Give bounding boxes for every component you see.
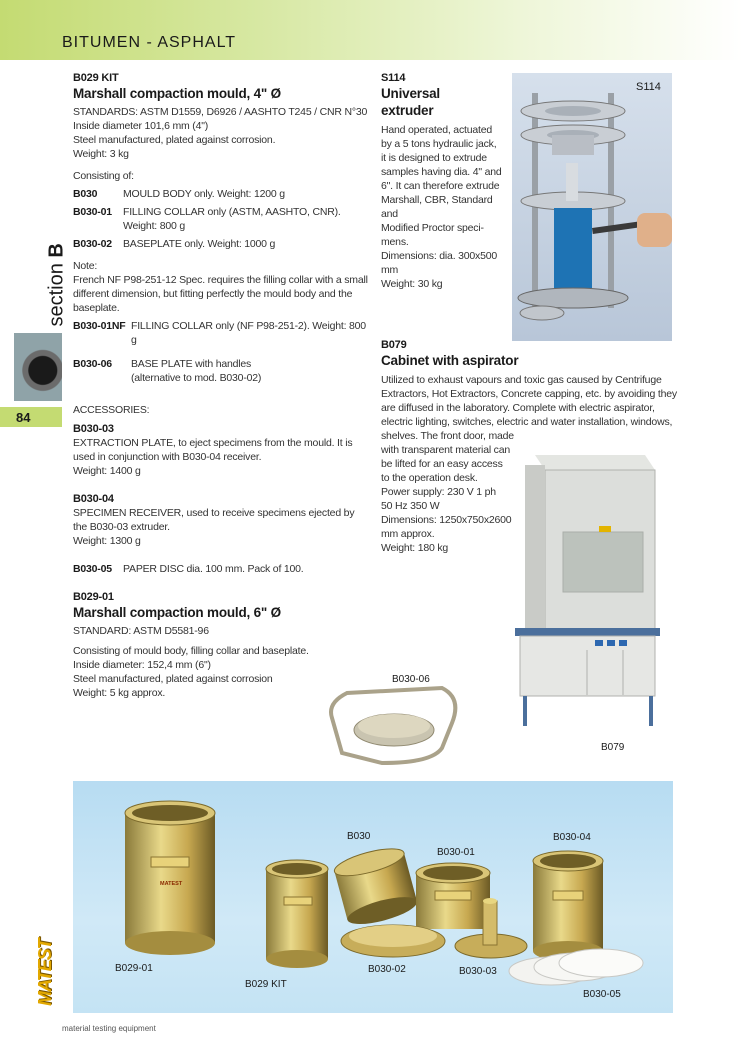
component-row: B030-02 BASEPLATE only. Weight: 1000 g	[73, 238, 276, 250]
s114-code: S114	[381, 72, 406, 84]
footer-text: material testing equipment	[62, 1024, 156, 1033]
b079-intro: electric lighting, switches, electric and water installation, windows,	[381, 416, 673, 428]
section-marker	[32, 215, 72, 335]
s114-line: Hand operated, actuated	[381, 124, 492, 136]
b03002-photo-label: B030-02	[368, 964, 406, 975]
b03006-photo	[322, 668, 467, 773]
b079-line: Weight: 180 kg	[381, 542, 449, 554]
mould-stamp: MATEST	[160, 881, 183, 887]
b02901-standard: STANDARD: ASTM D5581-96	[73, 625, 209, 637]
b079-line: Power supply: 230 V 1 ph	[381, 486, 496, 498]
b029kit-line: Weight: 3 kg	[73, 148, 129, 160]
s114-line: it is designed to extrude	[381, 152, 487, 164]
section-thumbnail	[14, 333, 62, 401]
component-row: B030-01NF FILLING COLLAR only (NF P98-251-2). Weight: 800 g	[73, 320, 366, 346]
page-number: 84	[16, 410, 31, 425]
s114-title: Universal	[381, 86, 440, 101]
b079-photo	[515, 450, 660, 753]
component-row: B030-01 FILLING COLLAR only (ASTM, AASHTO, CNR).	[73, 206, 341, 218]
section-letter: B	[45, 243, 68, 258]
b029kit-line: STANDARDS: ASTM D1559, D6926 / AASHTO T245 / CNR N°30	[73, 106, 368, 118]
component-row: B030 MOULD BODY only. Weight: 1200 g	[73, 188, 285, 200]
s114-line: mens.	[381, 236, 409, 248]
s114-photo	[512, 73, 672, 341]
s114-line: Dimensions: dia. 300x500 mm	[381, 250, 498, 276]
b03003-text: EXTRACTION PLATE, to eject specimens from the mould. It is used in conjunction with B030-04 receiver.	[73, 437, 353, 463]
b03001-photo-label: B030-01	[437, 847, 475, 858]
b029kit-line: Steel manufactured, plated against corrosion.	[73, 134, 276, 146]
left-column: B029 KIT Marshall compaction mould, 4" Ø STANDARDS: ASTM D1559, D6926 / AASHTO T245 / CNR N°30 Inside diameter 101,6 mm (4") Steel manufactured, plated against corrosion. Weight: 3 kg Consisting of: B030 MOULD BODY only. Weight: 1200 g B030-01 FILLING COLLAR only (ASTM, AASHTO, CNR). Weight: 800 g B030-02 BASEPLATE only. Weight: 1000 g Note: French NF P98-251-12 Spec. requires the filling collar with a small different dimension, but fitting perfectly the mould body and the baseplate. B030-01NF FILLING COLLAR only (NF P98-251-2). Weight: 800 g B030-06 BASE PLATE with handles (alternative to mod. B030-02) ACCESSORIES: B030-03 EXTRACTION PLATE, to eject specimens from the mould. It is used in conjunction with B030-04 receiver. Weight: 1400 g B030-04 SPECIMEN RECEIVER, used to receive specimens ejected by the B030-03 extruder. Weight: 1300 g B030-05 PAPER DISC dia. 100 mm. Pack of 100. B029-01 Marshall compaction mould, 6" Ø STANDARD: ASTM D5581-96 Consisting of mould body, filling collar and baseplate. Inside diameter: 152,4 mm (6") Steel manufactured, plated against corrosion Weight: 5 kg approx.	[73, 72, 368, 699]
moulds-photo	[73, 781, 673, 1013]
b02901-line: Inside diameter: 152,4 mm (6")	[73, 659, 211, 671]
b03003-photo-label: B030-03	[459, 966, 497, 977]
s114-line: Weight: 30 kg	[381, 278, 443, 290]
b030-photo-label: B030	[347, 831, 371, 842]
s114-photo-label: S114	[636, 81, 661, 93]
b03004-code: B030-04	[73, 493, 114, 505]
b029kit-line: Inside diameter 101,6 mm (4")	[73, 120, 209, 132]
b03006-photo-label: B030-06	[392, 674, 430, 685]
moulds-illustration	[73, 781, 673, 1013]
b079-line: shelves. The front door, made	[381, 430, 514, 442]
b03003-code: B030-03	[73, 423, 114, 435]
b02901-photo-label: B029-01	[115, 963, 153, 974]
b02901-code: B029-01	[73, 591, 114, 603]
b03004-weight: Weight: 1300 g	[73, 535, 141, 547]
b079-line: Dimensions: 1250x750x2600	[381, 514, 512, 526]
b079-title: Cabinet with aspirator	[381, 353, 519, 368]
b079-line: 50 Hz 350 W	[381, 500, 440, 512]
b079-line: mm approx.	[381, 528, 435, 540]
b03005-photo-label: B030-05	[583, 989, 621, 1000]
header-band	[0, 0, 743, 60]
b029kit-title: Marshall compaction mould, 4" Ø	[73, 86, 281, 101]
component-row: B030-05 PAPER DISC dia. 100 mm. Pack of 100.	[73, 563, 304, 575]
note-label: Note:	[73, 260, 98, 272]
b079-intro: are diffused in the laboratory. Complete with electric aspirator,	[381, 402, 655, 414]
b03004-text: SPECIMEN RECEIVER, used to receive specimens ejected by the B030-03 extruder.	[73, 507, 355, 533]
s114-line: 6". It can therefore extrude	[381, 180, 500, 192]
b03004-photo-label: B030-04	[553, 832, 591, 843]
s114-column	[381, 71, 511, 291]
cabinet-illustration	[515, 450, 660, 740]
note-text: French NF P98-251-12 Spec. requires the filling collar with a small different dimension, but fitting perfectly the mould body and the baseplate.	[73, 274, 368, 314]
b02901-title: Marshall compaction mould, 6" Ø	[73, 605, 281, 620]
accessories-label: ACCESSORIES:	[73, 404, 150, 416]
b03003-weight: Weight: 1400 g	[73, 465, 141, 477]
s114-title-2: extruder	[381, 103, 434, 118]
s114-line: samples having dia. 4" and	[381, 166, 502, 178]
b079-line: to the operation desk.	[381, 472, 478, 484]
b02901-line: Weight: 5 kg approx.	[73, 687, 166, 699]
extruder-illustration	[512, 73, 672, 341]
page-title: BITUMEN - ASPHALT	[62, 34, 237, 51]
b079-intro: Utilized to exhaust vapours and toxic gas caused by Centrifuge	[381, 374, 662, 386]
b079-photo-label: B079	[601, 742, 625, 753]
b079-line: be lifted for an easy access	[381, 458, 503, 470]
s114-line: by a 5 tons hydraulic jack,	[381, 138, 497, 150]
b02901-line: Consisting of mould body, filling collar and baseplate.	[73, 645, 309, 657]
b079-code: B079	[381, 339, 407, 351]
section-word: section	[45, 263, 68, 327]
b02901-line: Steel manufactured, plated against corrosion	[73, 673, 273, 685]
b029kit-photo-label: B029 KIT	[245, 979, 287, 990]
b029kit-code: B029 KIT	[73, 72, 119, 84]
consisting-label: Consisting of:	[73, 170, 134, 182]
b079-intro: Extractors, Hot Extractors, Concrete capping, etc. by avoiding they	[381, 388, 677, 400]
component-row: B030-06 BASE PLATE with handles	[73, 358, 252, 370]
s114-line: Modified Proctor speci-	[381, 222, 484, 234]
s114-line: Marshall, CBR, Standard and	[381, 194, 493, 220]
page-number-bar	[0, 407, 62, 427]
matest-logo: MATEST	[35, 939, 55, 1006]
b079-line: with transparent material can	[381, 444, 511, 456]
